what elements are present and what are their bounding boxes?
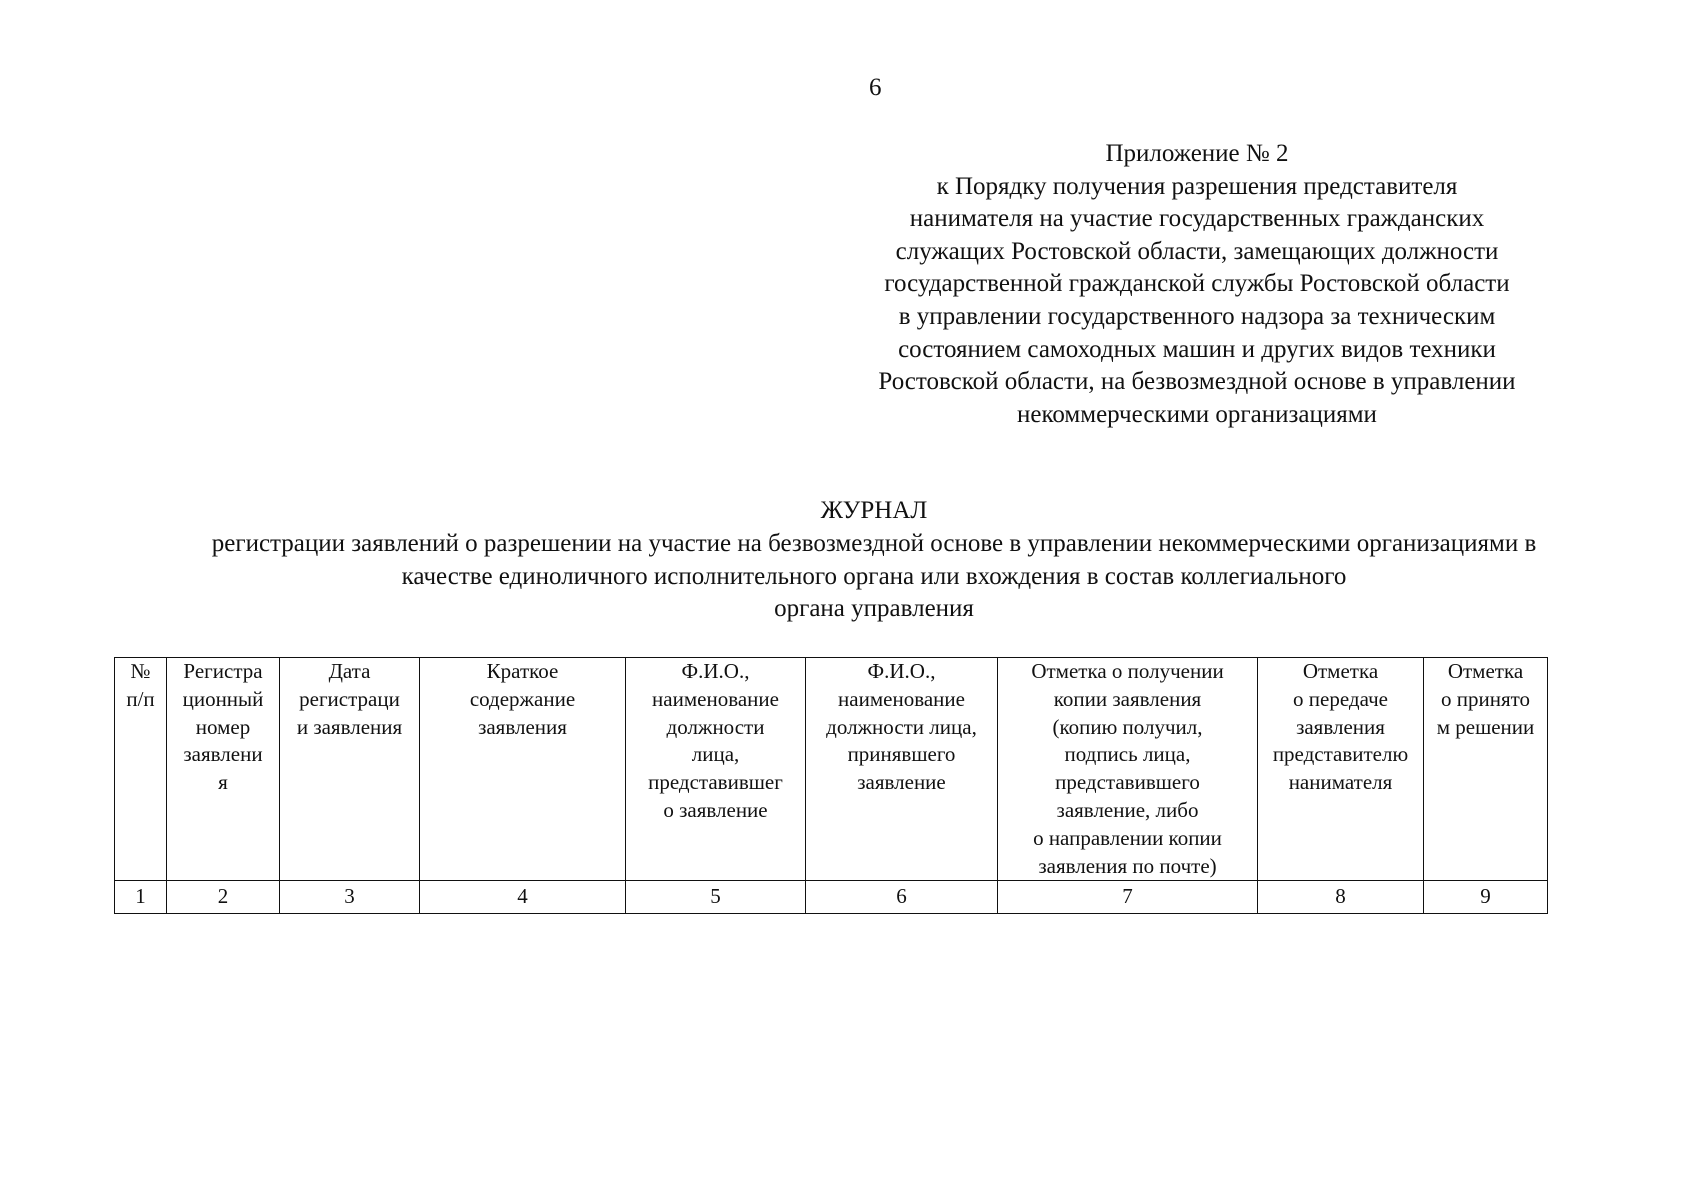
header-line: подпись лица, (1064, 742, 1191, 767)
column-number-cell: 1 (115, 881, 167, 914)
column-header-receiver (806, 658, 998, 881)
journal-subtitle-line: качестве единоличного исполнительного органа или вхождения в состав коллегиального (401, 562, 1347, 590)
column-header-submitter (626, 658, 806, 881)
appendix-title: Приложение № 2 (1105, 140, 1289, 167)
appendix-block (862, 138, 1532, 431)
column-header-summary (420, 658, 626, 881)
header-line: регистраци (299, 686, 400, 711)
header-line: Отметка (1447, 659, 1524, 683)
column-number-row (115, 881, 1548, 914)
header-line: заявления (478, 714, 567, 739)
header-line: Краткое (486, 659, 559, 683)
column-number-cell: 3 (280, 881, 420, 914)
appendix-line: государственной гражданской службы Ростовской области (884, 270, 1510, 298)
header-line: принявшего (847, 742, 956, 767)
appendix-line: Ростовской области, на безвозмездной основе в управлении (878, 368, 1516, 396)
header-line: лица, (691, 742, 740, 767)
appendix-line: к Порядку получения разрешения представителя (936, 172, 1458, 200)
header-line: представившего (1055, 770, 1200, 795)
header-line: заявления (1296, 714, 1385, 739)
header-line: Ф.И.О., (681, 659, 750, 683)
header-line: заявления по почте) (1038, 853, 1217, 878)
table-header-row (115, 658, 1548, 881)
header-line: заявление (857, 770, 946, 795)
header-line: копии заявления (1053, 686, 1202, 711)
appendix-line: в управлении государственного надзора за техническим (898, 302, 1496, 330)
column-header-number (115, 658, 167, 881)
header-line: должности лица, (826, 714, 977, 739)
column-number-cell: 8 (1258, 881, 1424, 914)
header-line: Регистра (183, 659, 263, 683)
header-line: Отметка (1302, 659, 1379, 683)
header-line: заявлени (183, 742, 263, 767)
appendix-line: состоянием самоходных машин и других видов техники (898, 335, 1496, 363)
appendix-line: служащих Ростовской области, замещающих должности (895, 237, 1499, 265)
page-number: 6 (869, 74, 882, 101)
header-line: (копию получил, (1052, 714, 1203, 739)
header-line: содержание (469, 686, 576, 711)
header-line: Отметка о получении (1031, 659, 1224, 683)
column-number-cell: 7 (998, 881, 1258, 914)
header-line: нанимателя (1288, 770, 1393, 795)
registration-journal-table (114, 657, 1548, 914)
header-line: представителю (1272, 742, 1409, 767)
header-line: и заявления (296, 714, 403, 739)
header-line: ционный (182, 686, 264, 711)
header-line: о передаче (1293, 686, 1388, 711)
journal-subtitle-line: регистрации заявлений о разрешении на участие на безвозмездной основе в управлении некоммерческими организациями в (211, 530, 1537, 557)
header-line: о заявление (663, 797, 768, 822)
journal-subtitle (110, 528, 1638, 626)
appendix-line: нанимателя на участие государственных гражданских (909, 205, 1485, 233)
header-line: наименование (838, 686, 965, 711)
appendix-line: некоммерческими организациями (1017, 400, 1377, 428)
column-header-transfer-mark (1258, 658, 1424, 881)
column-number-cell: 4 (420, 881, 626, 914)
header-line: Дата (328, 659, 371, 683)
column-header-decision-mark (1424, 658, 1548, 881)
header-line: п/п (126, 686, 155, 711)
header-line: о направлении копии (1033, 825, 1222, 850)
header-line: № (130, 659, 151, 683)
column-number-cell: 6 (806, 881, 998, 914)
header-line: номер (195, 714, 251, 739)
header-line: должности (666, 714, 765, 739)
header-line: м решении (1436, 714, 1535, 739)
column-header-registration-date (280, 658, 420, 881)
header-line: я (218, 770, 228, 795)
header-line: о принято (1440, 686, 1531, 711)
header-line: наименование (652, 686, 779, 711)
column-header-registration-number (167, 658, 280, 881)
column-number-cell: 5 (626, 881, 806, 914)
column-number-cell: 9 (1424, 881, 1548, 914)
header-line: Ф.И.О., (867, 659, 936, 683)
column-header-copy-mark (998, 658, 1258, 881)
journal-subtitle-line: органа управления (774, 595, 974, 623)
journal-title: ЖУРНАЛ (820, 497, 928, 524)
column-number-cell: 2 (167, 881, 280, 914)
header-line: заявление, либо (1056, 797, 1199, 822)
header-line: представившег (648, 770, 783, 795)
